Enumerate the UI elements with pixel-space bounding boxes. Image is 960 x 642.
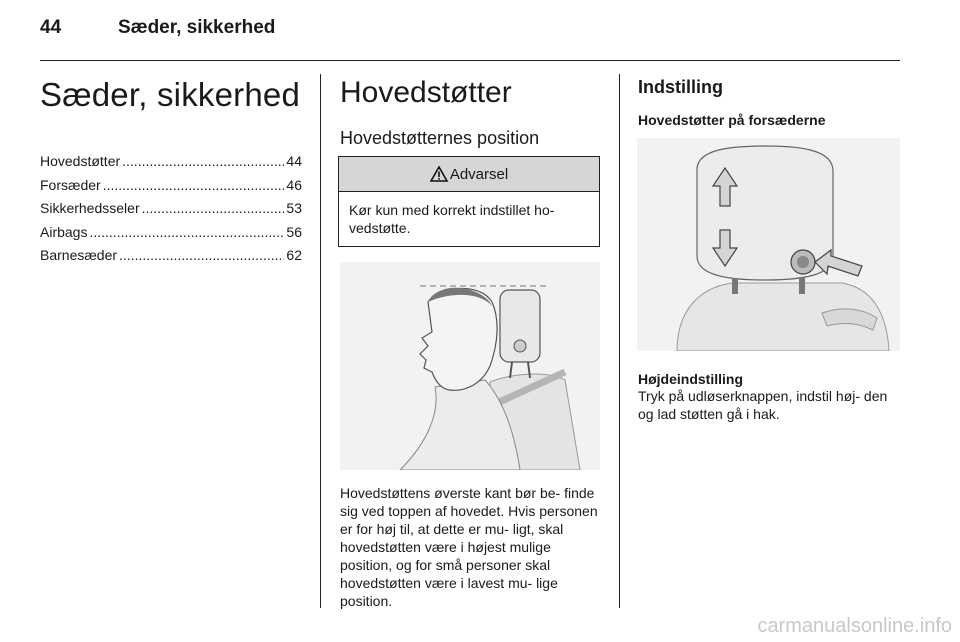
toc-item[interactable] [40, 221, 302, 245]
column-divider [320, 74, 321, 608]
chapter-title: Sæder, sikkerhed [40, 76, 300, 113]
toc-page: 53 [286, 200, 302, 216]
warning-heading: Advarsel [449, 165, 509, 183]
toc-page: 56 [286, 223, 302, 240]
toc-leader [103, 174, 285, 198]
adjust-heading: Indstilling [638, 77, 723, 97]
toc-label: Sikkerhedsseler [40, 200, 140, 216]
toc-leader [89, 221, 284, 245]
toc-leader [142, 197, 285, 221]
section-title: Hovedstøtter [340, 76, 512, 109]
headrest-position-illustration [340, 262, 600, 470]
watermark: carmanualsonline.info [757, 615, 952, 637]
toc-label: Hovedstøtter [40, 153, 121, 169]
toc-label: Forsæder [40, 176, 101, 193]
table-of-contents [40, 150, 302, 268]
position-paragraph: Hovedstøttens øverste kant bør be- finde sig ved toppen af hovedet. Hvis personen er for høj til, at dette er mu- ligt, skal hovedstøtten være i højest mulige position, og for små personer skal hovedstøtten være i lavest mu- lige position. [340, 485, 598, 609]
toc-label: Barnesæder [40, 247, 118, 263]
toc-page: 46 [286, 176, 302, 193]
toc-label: Airbags [40, 223, 88, 240]
toc-page: 44 [286, 153, 302, 169]
toc-item[interactable] [40, 244, 302, 268]
adjust-subheading: Hovedstøtter på forsæderne [638, 112, 826, 128]
toc-leader [119, 244, 284, 268]
height-adjust-text: Tryk på udløserknappen, indstil høj- den og lad støtten gå i hak. [638, 388, 888, 422]
page-number: 44 [40, 17, 62, 38]
running-title: Sæder, sikkerhed [118, 17, 276, 38]
toc-item[interactable] [40, 197, 302, 221]
column-divider [619, 74, 620, 608]
toc-page: 62 [286, 247, 302, 263]
warning-text: Kør kun med korrekt indstillet ho- vedstøtte. [349, 202, 555, 236]
toc-item[interactable] [40, 150, 302, 174]
header-rule [40, 60, 900, 61]
section-subtitle: Hovedstøtternes position [340, 128, 540, 148]
toc-item[interactable] [40, 174, 302, 198]
front-headrest-illustration [637, 138, 900, 351]
warning-box [338, 156, 600, 247]
toc-leader [122, 150, 284, 174]
warning-icon [430, 166, 448, 182]
height-adjust-heading: Højdeindstilling [638, 371, 743, 387]
warning-header [339, 157, 599, 192]
